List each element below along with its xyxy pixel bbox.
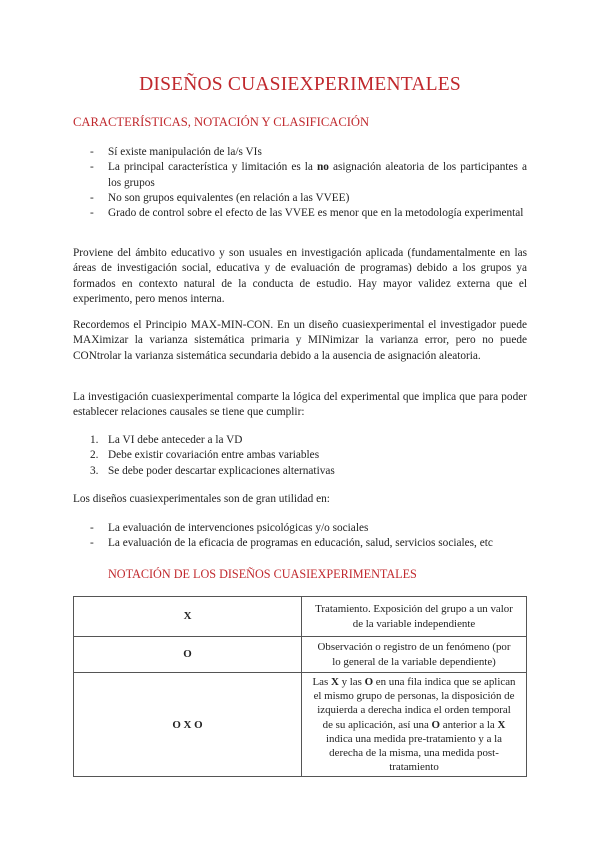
list-number: 3. — [90, 464, 99, 477]
list-number: 1. — [90, 434, 99, 446]
list-item: - La evaluación de intervenciones psicológicas y/o sociales — [73, 521, 543, 536]
notation-description: Observación o registro de un fenómeno (por lo general de la variable dependiente) — [302, 637, 527, 673]
list-number: 2. — [90, 449, 99, 462]
paragraph-utility: Los diseños cuasiexperimentales son de gran utilidad en: — [73, 493, 330, 505]
bullet-marker: - — [90, 191, 94, 204]
paragraph-max-min-con: Recordemos el Principio MAX-MIN-CON. En un diseño cuasiexperimental el investigador puede MAXimizar la varianza sistemática primaria y MINimizar la varianza error, pero no puede CONtrolar la varianza sistemática secundaria debido a la ausencia de asignación aleatoria. — [73, 319, 527, 362]
paragraph-logic: La investigación cuasiexperimental comparte la lógica del experimental que implica que para poder establecer relaciones causales se tiene que cumplir: — [73, 391, 527, 419]
section-heading-characteristics: CARACTERÍSTICAS, NOTACIÓN Y CLASIFICACIÓN — [73, 115, 370, 129]
notation-symbol: O X O — [74, 673, 302, 777]
list-item: - La principal característica y limitación es la no asignación aleatoria de los participantes a los grupos — [90, 161, 527, 189]
page-title: DISEÑOS CUASIEXPERIMENTALES — [139, 74, 461, 95]
list-item: - Grado de control sobre el efecto de las VVEE es menor que en la metodología experimental — [73, 206, 527, 221]
bullet-marker: - — [90, 146, 94, 158]
list-item: 2. Debe existir covariación entre ambas variables — [73, 448, 527, 463]
conditions-list — [73, 433, 527, 479]
list-item: - No son grupos equivalentes (en relación a las VVEE) — [73, 191, 527, 206]
bullet-marker: - — [90, 522, 94, 534]
notation-description: Las X y las O en una fila indica que se aplican el mismo grupo de personas, la disposición de izquierda a derecha indica el orden temporal de su aplicación, así una O anterior a la X indica una medida pre-tratamiento y a la derecha de la misma, una medida post-tratamiento — [302, 673, 527, 777]
paragraph-origin: Proviene del ámbito educativo y son usuales en investigación aplicada (fundamentalmente en las áreas de investigación social, educativa y de evaluación de programas) debido a los grupos ya formados en contexto natural de la conducta de estudio. Hay mayor validez externa que el experimento, pero menos interna. — [73, 247, 527, 305]
list-item: 1. La VI debe anteceder a la VD — [73, 433, 527, 448]
table-row — [74, 597, 527, 637]
characteristics-list — [73, 145, 527, 221]
bullet-marker: - — [90, 207, 94, 220]
bullet-marker: - — [90, 537, 94, 550]
table-row — [74, 673, 527, 777]
utility-list — [73, 521, 543, 552]
section-heading-notation: NOTACIÓN DE LOS DISEÑOS CUASIEXPERIMENTALES — [108, 567, 417, 581]
notation-symbol: X — [74, 597, 302, 637]
bullet-marker: - — [90, 161, 94, 174]
table-row — [74, 637, 527, 673]
list-item: - La evaluación de la eficacia de programas en educación, salud, servicios sociales, etc — [73, 536, 543, 551]
notation-description: Tratamiento. Exposición del grupo a un valor de la variable independiente — [302, 597, 527, 637]
list-item: - Sí existe manipulación de la/s VIs — [73, 145, 527, 160]
notation-symbol: O — [74, 637, 302, 673]
list-item: 3. Se debe poder descartar explicaciones alternativas — [73, 464, 527, 479]
notation-table — [73, 596, 527, 777]
